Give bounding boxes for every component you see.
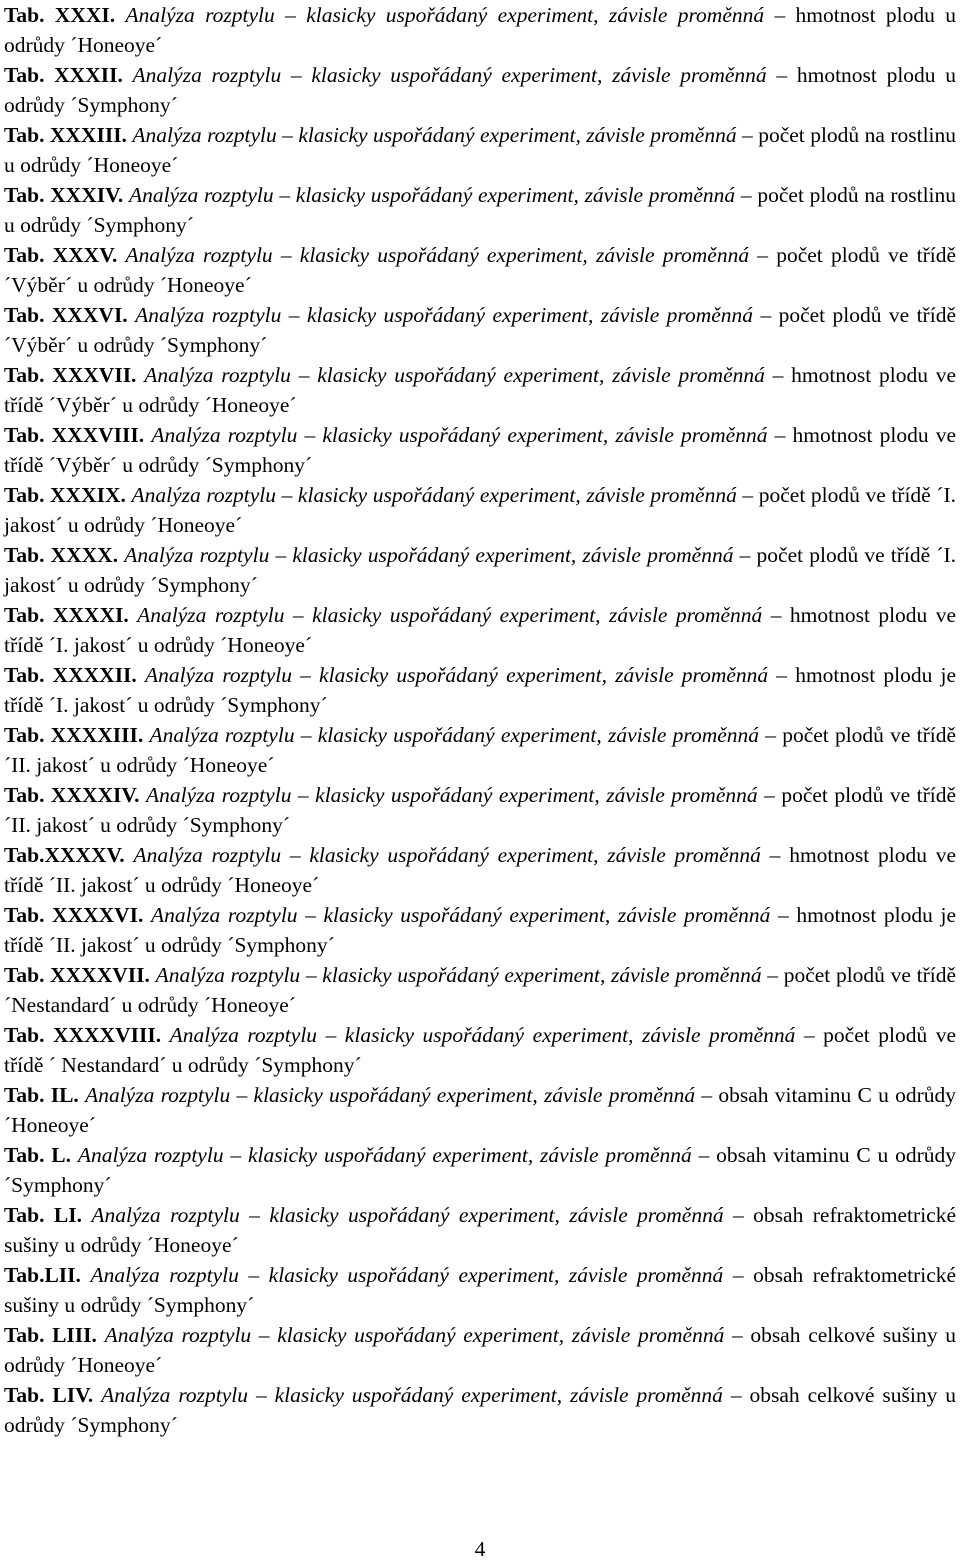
table-subject: počet plodů ve třídě ´II. jakost´ u odrůdy ´Symphony´ bbox=[4, 783, 957, 837]
table-subject: obsah refraktometrické sušiny u odrůdy ´Honeoye´ bbox=[4, 1203, 956, 1257]
list-item bbox=[4, 840, 956, 900]
list-item bbox=[4, 0, 956, 60]
list-item bbox=[4, 540, 956, 600]
table-subject: hmotnost plodu ve třídě ´I. jakost´ u odrůdy ´Honeoye´ bbox=[4, 603, 957, 657]
table-number: Tab. XXXXIV. bbox=[4, 783, 140, 807]
list-item bbox=[4, 1260, 956, 1320]
table-subject: obsah refraktometrické sušiny u odrůdy ´Symphony´ bbox=[4, 1263, 957, 1317]
table-description: Analýza rozptylu – klasicky uspořádaný experiment, závisle proměnná – bbox=[101, 1383, 742, 1407]
table-subject: počet plodů ve třídě ´I. jakost´ u odrůdy ´Symphony´ bbox=[4, 543, 957, 597]
table-subject: obsah vitaminu C u odrůdy ´Honeoye´ bbox=[4, 1083, 957, 1137]
list-item bbox=[4, 600, 956, 660]
table-number: Tab. XXXXVIII. bbox=[4, 1023, 162, 1047]
table-number: Tab. LIII. bbox=[4, 1323, 97, 1347]
list-item bbox=[4, 300, 956, 360]
table-description: Analýza rozptylu – klasicky uspořádaný experiment, závisle proměnná – bbox=[104, 1323, 743, 1347]
table-number: Tab. XXXXII. bbox=[4, 663, 137, 687]
table-description: Analýza rozptylu – klasicky uspořádaný experiment, závisle proměnná – bbox=[124, 543, 751, 567]
table-number: Tab. XXXIX. bbox=[4, 483, 126, 507]
table-number: Tab. L. bbox=[4, 1143, 71, 1167]
list-item bbox=[4, 1320, 956, 1380]
table-subject: počet plodů ve třídě ´Výběr´ u odrůdy ´Honeoye´ bbox=[4, 243, 956, 297]
table-number: Tab. LI. bbox=[4, 1203, 82, 1227]
table-number: Tab. XXXVI. bbox=[4, 303, 128, 327]
table-description: Analýza rozptylu – klasicky uspořádaný experiment, závisle proměnná – bbox=[125, 3, 786, 27]
list-item bbox=[4, 60, 956, 120]
table-subject: počet plodů ve třídě ´Výběr´ u odrůdy ´Symphony´ bbox=[4, 303, 956, 357]
list-item bbox=[4, 480, 956, 540]
list-item bbox=[4, 360, 956, 420]
table-subject: obsah celkové sušiny u odrůdy ´Honeoye´ bbox=[4, 1323, 957, 1377]
table-description: Analýza rozptylu – klasicky uspořádaný experiment, závisle proměnná – bbox=[133, 843, 781, 867]
list-item bbox=[4, 180, 956, 240]
list-item bbox=[4, 1200, 956, 1260]
table-number: Tab. XXXX. bbox=[4, 543, 119, 567]
table-description: Analýza rozptylu – klasicky uspořádaný experiment, závisle proměnná – bbox=[131, 483, 754, 507]
table-subject: hmotnost plodu ve třídě ´Výběr´ u odrůdy ´Honeoye´ bbox=[4, 363, 957, 417]
table-description: Analýza rozptylu – klasicky uspořádaný experiment, závisle proměnná – bbox=[151, 423, 786, 447]
table-subject: počet plodů ve třídě ´ Nestandard´ u odrůdy ´Symphony´ bbox=[4, 1023, 957, 1077]
list-item bbox=[4, 720, 956, 780]
table-number: Tab.XXXXV. bbox=[4, 843, 125, 867]
table-subject: hmotnost plodu u odrůdy ´Honeoye´ bbox=[4, 3, 956, 57]
table-subject: počet plodů ve třídě ´I. jakost´ u odrůdy ´Honeoye´ bbox=[4, 483, 957, 537]
table-list bbox=[4, 0, 956, 1440]
list-item bbox=[4, 240, 956, 300]
table-number: Tab. XXXI. bbox=[4, 3, 116, 27]
list-item bbox=[4, 120, 956, 180]
table-subject: počet plodů na rostlinu u odrůdy ´Symphony´ bbox=[4, 183, 957, 237]
table-number: Tab. XXXXIII. bbox=[4, 723, 144, 747]
table-number: Tab. LIV. bbox=[4, 1383, 94, 1407]
table-description: Analýza rozptylu – klasicky uspořádaný experiment, závisle proměnná – bbox=[155, 963, 779, 987]
list-item bbox=[4, 1380, 956, 1440]
list-item bbox=[4, 900, 956, 960]
list-item bbox=[4, 1140, 956, 1200]
table-description: Analýza rozptylu – klasicky uspořádaný experiment, závisle proměnná – bbox=[128, 183, 752, 207]
table-number: Tab. XXXXI. bbox=[4, 603, 129, 627]
table-number: Tab. XXXII. bbox=[4, 63, 123, 87]
table-subject: počet plodů ve třídě ´II. jakost´ u odrůdy ´Honeoye´ bbox=[4, 723, 957, 777]
table-description: Analýza rozptylu – klasicky uspořádaný experiment, závisle proměnná – bbox=[144, 663, 788, 687]
table-description: Analýza rozptylu – klasicky uspořádaný experiment, závisle proměnná – bbox=[144, 363, 784, 387]
table-description: Analýza rozptylu – klasicky uspořádaný experiment, závisle proměnná – bbox=[137, 603, 782, 627]
table-description: Analýza rozptylu – klasicky uspořádaný experiment, závisle proměnná – bbox=[132, 63, 788, 87]
table-subject: hmotnost plodu ve třídě ´Výběr´ u odrůdy ´Symphony´ bbox=[4, 423, 957, 477]
table-subject: hmotnost plodu ve třídě ´II. jakost´ u odrůdy ´Honeoye´ bbox=[4, 843, 956, 897]
table-description: Analýza rozptylu – klasicky uspořádaný experiment, závisle proměnná – bbox=[90, 1263, 744, 1287]
table-description: Analýza rozptylu – klasicky uspořádaný experiment, závisle proměnná – bbox=[77, 1143, 710, 1167]
table-number: Tab. XXXIII. bbox=[4, 123, 127, 147]
table-description: Analýza rozptylu – klasicky uspořádaný experiment, závisle proměnná – bbox=[91, 1203, 744, 1227]
list-item bbox=[4, 780, 956, 840]
list-item bbox=[4, 660, 956, 720]
table-number: Tab. XXXXVII. bbox=[4, 963, 150, 987]
table-number: Tab. XXXVII. bbox=[4, 363, 137, 387]
table-description: Analýza rozptylu – klasicky uspořádaný experiment, závisle proměnná – bbox=[125, 243, 769, 267]
table-number: Tab. IL. bbox=[4, 1083, 79, 1107]
table-subject: obsah celkové sušiny u odrůdy ´Symphony´ bbox=[4, 1383, 957, 1437]
list-item bbox=[4, 960, 956, 1020]
table-description: Analýza rozptylu – klasicky uspořádaný experiment, závisle proměnná – bbox=[132, 123, 753, 147]
table-description: Analýza rozptylu – klasicky uspořádaný experiment, závisle proměnná – bbox=[85, 1083, 713, 1107]
table-subject: obsah vitaminu C u odrůdy ´Symphony´ bbox=[4, 1143, 957, 1197]
table-subject: hmotnost plodu je třídě ´II. jakost´ u odrůdy ´Symphony´ bbox=[4, 903, 957, 957]
table-description: Analýza rozptylu – klasicky uspořádaný experiment, závisle proměnná – bbox=[149, 723, 776, 747]
table-description: Analýza rozptylu – klasicky uspořádaný experiment, závisle proměnná – bbox=[151, 903, 789, 927]
page-number: 4 bbox=[474, 1537, 486, 1561]
list-item bbox=[4, 1020, 956, 1080]
table-number: Tab. XXXV. bbox=[4, 243, 118, 267]
list-item bbox=[4, 1080, 956, 1140]
list-item bbox=[4, 420, 956, 480]
table-number: Tab.LII. bbox=[4, 1263, 81, 1287]
table-number: Tab. XXXXVI. bbox=[4, 903, 144, 927]
table-subject: počet plodů na rostlinu u odrůdy ´Honeoye´ bbox=[4, 123, 957, 177]
table-subject: hmotnost plodu u odrůdy ´Symphony´ bbox=[4, 63, 957, 117]
table-subject: počet plodů ve třídě ´Nestandard´ u odrůdy ´Honeoye´ bbox=[4, 963, 956, 1017]
table-subject: hmotnost plodu je třídě ´I. jakost´ u odrůdy ´Symphony´ bbox=[4, 663, 957, 717]
table-description: Analýza rozptylu – klasicky uspořádaný experiment, závisle proměnná – bbox=[169, 1023, 815, 1047]
table-description: Analýza rozptylu – klasicky uspořádaný experiment, závisle proměnná – bbox=[146, 783, 775, 807]
table-description: Analýza rozptylu – klasicky uspořádaný experiment, závisle proměnná – bbox=[135, 303, 772, 327]
table-number: Tab. XXXIV. bbox=[4, 183, 124, 207]
table-number: Tab. XXXVIII. bbox=[4, 423, 145, 447]
